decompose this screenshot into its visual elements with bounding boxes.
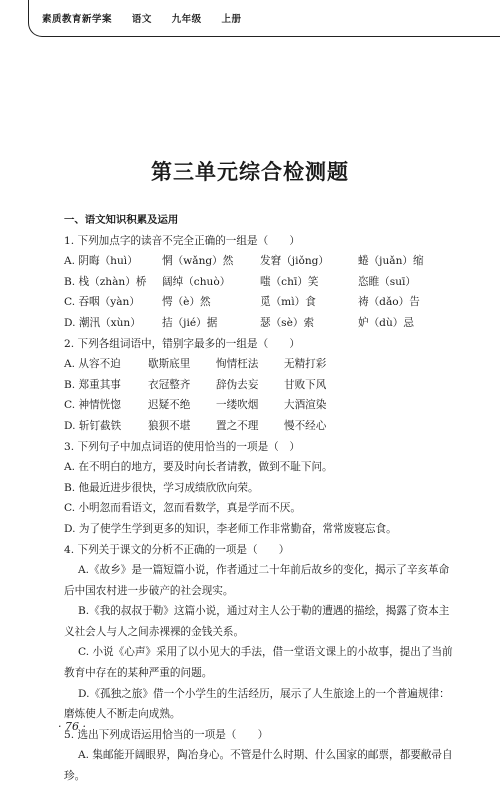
option-cell: C. 神情恍惚 xyxy=(64,399,121,412)
option-cell: 衣冠整齐 xyxy=(148,378,191,391)
option-cell: A. 从容不迫 xyxy=(64,358,121,371)
question-3-option-c: C. 小明忽而看语文，忽而看数学，真是学而不厌。 xyxy=(64,502,301,515)
option-cell: 瑟（sè）索 xyxy=(260,316,315,329)
option-cell: 辞伪去妄 xyxy=(216,378,259,391)
header-series: 素质教育新学案 xyxy=(42,14,113,25)
option-cell: 蜷（juǎn）缩 xyxy=(358,255,424,268)
running-header xyxy=(42,11,258,25)
option-cell: 妒（dù）忌 xyxy=(358,316,414,329)
question-1-option-a xyxy=(64,251,456,272)
option-cell: 甘败下风 xyxy=(284,378,327,391)
question-1-option-b xyxy=(64,272,456,293)
question-3-option-a: A. 在不明白的地方，要及时向长者请教，做到不耻下问。 xyxy=(64,461,333,474)
question-1-stem: 1. 下列加点字的读音不完全正确的一组是（ ） xyxy=(64,234,300,247)
question-2-option-a xyxy=(64,354,456,375)
option-cell: 恂情枉法 xyxy=(216,358,259,371)
option-cell: 置之不理 xyxy=(216,419,259,432)
option-cell: 拮（jié）据 xyxy=(162,316,218,329)
option-cell: A. 阴晦（huì） xyxy=(64,255,138,268)
option-cell: 发窘（jiǒng） xyxy=(260,255,330,268)
question-4-option-b: B.《我的叔叔于勒》这篇小说，通过对主人公于勒的遭遇的描绘，揭露了资本主义社会人与人之间赤裸裸的金钱关系。 xyxy=(64,605,450,638)
option-cell: 迟疑不绝 xyxy=(148,399,191,412)
option-cell: D. 斩钉截铁 xyxy=(64,419,122,432)
option-cell: B. 栈（zhàn）桥 xyxy=(64,275,147,288)
question-2-option-c xyxy=(64,395,456,416)
option-cell: 祷（dǎo）告 xyxy=(358,296,420,309)
option-cell: 一缕吹烟 xyxy=(216,399,259,412)
question-3-stem: 3. 下列句子中加点词语的使用恰当的一项是（ ） xyxy=(64,440,300,453)
option-cell: 大酒渲染 xyxy=(284,399,327,412)
option-cell: 狼狈不堪 xyxy=(148,419,191,432)
option-cell: D. 潮汛（xùn） xyxy=(64,316,141,329)
option-cell: 歇斯底里 xyxy=(148,358,191,371)
question-3-option-d: D. 为了使学生学到更多的知识，李老师工作非常勤奋，常常废寝忘食。 xyxy=(64,522,397,535)
option-cell: B. 郑重其事 xyxy=(64,378,121,391)
option-cell: 愕（è）然 xyxy=(162,296,211,309)
section-heading: 一、语文知识积累及运用 xyxy=(64,214,179,226)
question-1-option-d xyxy=(64,313,456,334)
question-4-option-d: D.《孤独之旅》借一个小学生的生活经历，展示了人生旅途上的一个普遍规律：磨炼使人不断走向成熟。 xyxy=(64,687,450,721)
question-2-option-b xyxy=(64,375,456,396)
page-number: · 76 · xyxy=(58,720,86,733)
question-5-option-a: A. 集邮能开阔眼界，陶冶身心。不管是什么时期、什么国家的邮票，都要敝帚自珍。 xyxy=(64,749,453,783)
option-cell: 嗤（chī）笑 xyxy=(260,275,319,288)
header-volume: 上册 xyxy=(221,14,242,25)
question-4-option-a: A.《故乡》是一篇短篇小说，作者通过二十年前后故乡的变化，揭示了辛亥革命后中国农村进一步破产的社会现实。 xyxy=(64,564,450,597)
option-cell: C. 吞咽（yàn） xyxy=(64,296,140,309)
exam-content xyxy=(64,210,456,787)
option-cell: 慢不经心 xyxy=(284,419,327,432)
page-title: 第三单元综合检测题 xyxy=(151,159,349,184)
option-cell: 觅（mì）食 xyxy=(260,296,316,309)
question-2-option-d xyxy=(64,416,456,437)
question-5-stem: 5. 选出下列成语运用恰当的一项是（ ） xyxy=(64,728,269,741)
question-1-option-c xyxy=(64,292,456,313)
question-4-stem: 4. 下列关于课文的分析不正确的一项是（ ） xyxy=(64,543,290,556)
option-cell: 惘（wǎng）然 xyxy=(162,255,234,268)
option-cell: 无精打彩 xyxy=(284,358,327,371)
question-2-stem: 2. 下列各组词语中，错别字最多的一组是（ ） xyxy=(64,337,300,350)
option-cell: 恣睢（suī） xyxy=(358,275,417,288)
option-cell: 阔绰（chuò） xyxy=(162,275,231,288)
header-subject: 语文 xyxy=(131,14,152,25)
question-3-option-b: B. 他最近进步很快，学习成绩欣欣向荣。 xyxy=(64,481,259,494)
question-4-option-c: C. 小说《心声》采用了以小见大的手法，借一堂语文课上的小故事，提出了当前教育中存在的某种严重的问题。 xyxy=(64,646,453,680)
header-grade: 九年级 xyxy=(171,14,202,25)
